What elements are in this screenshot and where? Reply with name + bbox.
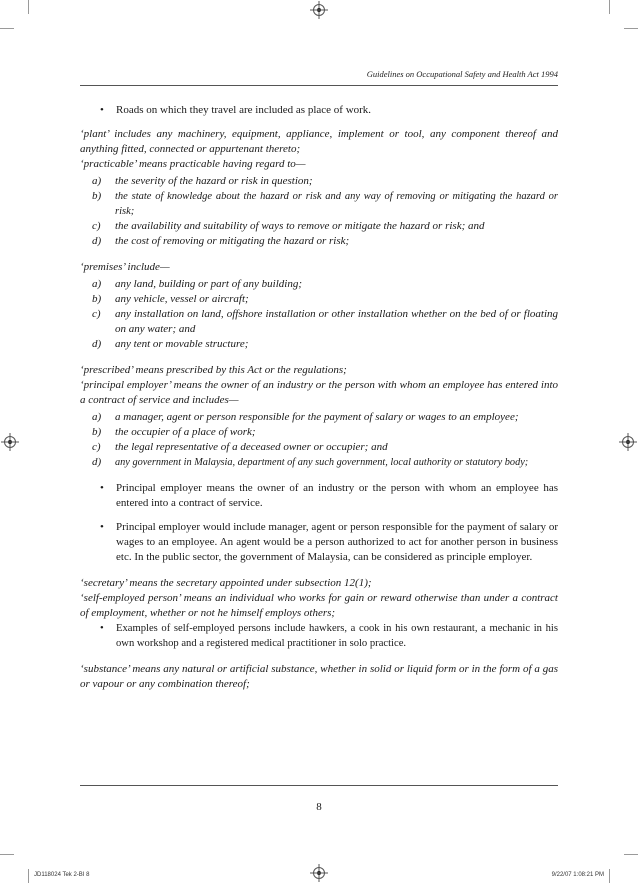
crop-mark (609, 0, 610, 14)
list-item: a) a manager, agent or person responsible for the payment of salary or wages to an employee; (92, 411, 519, 423)
registration-mark-icon (4, 436, 16, 448)
bullet-list (80, 103, 558, 118)
definition-substance: ‘substance’ means any natural or artificial substance, whether in solid or liquid form or in the form of a gas or vapour or any combination thereof; (80, 663, 558, 690)
bullet-item (80, 520, 558, 565)
principal-employer-list (80, 410, 558, 470)
bullet-list (80, 481, 558, 565)
crop-mark (28, 869, 29, 883)
crop-mark (0, 28, 14, 29)
definition-self-employed: ‘self-employed person’ means an individual who works for gain or reward otherwise than under a contract of employment, whether or not he himself employs others; (80, 592, 558, 619)
list-item: a) any land, building or part of any building; (92, 278, 302, 290)
footer-rule (80, 785, 558, 786)
bullet-text: Principal employer means the owner of an industry or the person with whom an employee has entered into a contract of service. (116, 482, 558, 509)
registration-mark-icon (313, 4, 325, 16)
definition-principal-employer: ‘principal employer’ means the owner of an industry or the person with whom an employee has entered into a contract of service and includes— (80, 379, 558, 406)
list-item: a) the severity of the hazard or risk in question; (92, 175, 313, 187)
bullet-icon: • (100, 104, 104, 116)
header-rule (80, 85, 558, 86)
page-body (80, 103, 558, 692)
bullet-icon: • (100, 521, 104, 533)
list-item: d) the cost of removing or mitigating the hazard or risk; (92, 235, 350, 247)
list-item: c) the availability and suitability of ways to remove or mitigate the hazard or risk; and (92, 220, 485, 232)
definition-prescribed: ‘prescribed’ means prescribed by this Act or the regulations; (80, 364, 347, 376)
registration-mark-icon (622, 436, 634, 448)
crop-mark (624, 854, 638, 855)
bullet-text: Principal employer would include manager, agent or person responsible for the payment of salary or wages to an employee. An agent would be a person authorized to act for another person in business etc. In the public sector, the government of Malaysia, can be considered as principle employer. (116, 521, 558, 563)
list-item: b) the occupier of a place of work; (92, 426, 256, 438)
bullet-item (80, 103, 558, 118)
crop-mark (624, 28, 638, 29)
bullet-item (80, 621, 558, 651)
list-item: d) any government in Malaysia, department of any such government, local authority or statutory body; (92, 456, 529, 468)
bullet-text: Examples of self-employed persons include hawkers, a cook in his own restaurant, a mechanic in his own workshop and a registered medical practitioner in solo practice. (116, 623, 558, 649)
practicable-list (80, 174, 558, 249)
bullet-icon: • (100, 482, 104, 494)
bullet-text: Roads on which they travel are included as place of work. (116, 104, 372, 116)
print-slug-left: JD118024 Tek 2-BI 8 (34, 872, 90, 878)
crop-mark (28, 0, 29, 14)
list-item: c) the legal representative of a deceased owner or occupier; and (92, 441, 388, 453)
crop-mark (0, 854, 14, 855)
bullet-list (80, 621, 558, 651)
premises-list (80, 277, 558, 352)
definition-plant: ‘plant’ includes any machinery, equipment, appliance, implement or tool, any component thereof and anything fitted, connected or appurtenant thereto; (80, 128, 558, 155)
registration-mark-icon (313, 867, 325, 879)
crop-mark (609, 869, 610, 883)
page-number: 8 (316, 801, 322, 813)
definition-secretary: ‘secretary’ means the secretary appointed under subsection 12(1); (80, 577, 372, 589)
print-slug-right: 9/22/07 1:08:21 PM (551, 872, 604, 878)
list-item: d) any tent or movable structure; (92, 338, 249, 350)
bullet-icon: • (100, 623, 104, 634)
definition-practicable: ‘practicable’ means practicable having regard to— (80, 158, 306, 170)
bullet-item (80, 481, 558, 511)
list-item: b) the state of knowledge about the hazard or risk and any way of removing or mitigating the hazard or risk; (92, 190, 558, 217)
running-header: Guidelines on Occupational Safety and Health Act 1994 (366, 69, 558, 79)
definition-premises: ‘premises’ include— (80, 261, 170, 273)
list-item: b) any vehicle, vessel or aircraft; (92, 293, 249, 305)
list-item: c) any installation on land, offshore installation or other installation whether on the bed of or floating on any water; and (92, 308, 558, 335)
